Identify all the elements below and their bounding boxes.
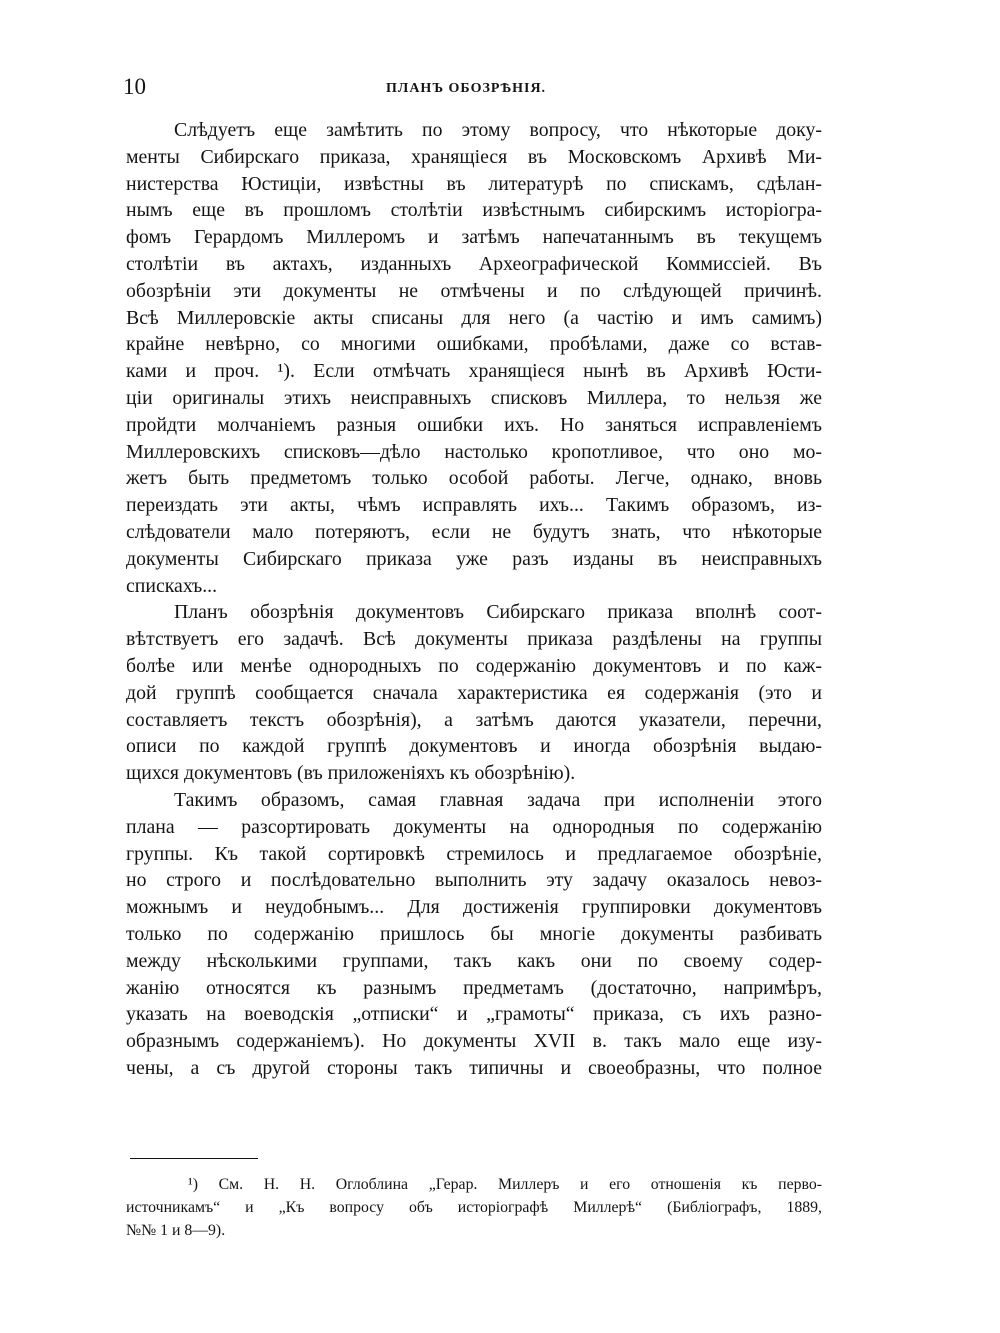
text-line: плана — разсортировать документы на однородныя по содержанію <box>126 815 822 838</box>
text-line: фомъ Герардомъ Миллеромъ и затѣмъ напечатаннымъ въ текущемъ <box>126 226 822 249</box>
text-line: составляетъ текстъ обозрѣнія), а затѣмъ даются указатели, перечни, <box>126 708 822 731</box>
text-line: менты Сибирскаго приказа, хранящіеся въ Московскомъ Архивѣ Ми- <box>126 145 822 168</box>
text-line: Всѣ Миллеровскіе акты списаны для него (а частію и имъ самимъ) <box>126 306 822 329</box>
text-line: Планъ обозрѣнія документовъ Сибирскаго приказа вполнѣ соот- <box>174 601 822 624</box>
text-line: ціи оригиналы этихъ неисправныхъ списковъ Миллера, то нельзя же <box>126 386 822 409</box>
text-line: между нѣсколькими группами, такъ какъ они по своему содер- <box>126 949 822 972</box>
text-line: ками и проч. ¹). Если отмѣчать хранящіеся нынѣ въ Архивѣ Юсти- <box>126 360 822 383</box>
text-line: дой группѣ сообщается сначала характеристика ея содержанія (это и <box>126 681 822 704</box>
text-line: описи по каждой группѣ документовъ и иногда обозрѣнія выдаю- <box>126 735 822 758</box>
footnote-divider <box>130 1158 258 1159</box>
text-line: спискахъ... <box>126 574 218 597</box>
text-line: можнымъ и неудобнымъ... Для достиженія группировки документовъ <box>126 896 822 919</box>
text-line: переиздать эти акты, чѣмъ исправлять ихъ... Такимъ образомъ, из- <box>126 494 822 517</box>
text-line: слѣдователи мало потеряютъ, если не будутъ знать, что нѣкоторые <box>126 520 822 543</box>
text-line: указать на воеводскія „отписки“ и „грамоты“ приказа, съ ихъ разно- <box>126 1003 822 1026</box>
body-text <box>126 117 822 1082</box>
text-line: столѣтіи въ актахъ, изданныхъ Археографической Коммиссіей. Въ <box>126 252 822 275</box>
text-line: нистерства Юстиціи, извѣстны въ литературѣ по спискамъ, сдѣлан- <box>126 172 822 195</box>
text-line: Слѣдуетъ еще замѣтить по этому вопросу, что нѣкоторые доку- <box>174 119 822 141</box>
text-line: жетъ быть предметомъ только особой работы. Легче, однако, вновь <box>126 467 822 490</box>
footnote-line: №№ 1 и 8—9). <box>126 1222 226 1239</box>
text-line: Такимъ образомъ, самая главная задача при исполненіи этого <box>174 788 822 811</box>
text-line: крайне невѣрно, со многими ошибками, пробѣлами, даже со встав- <box>126 333 822 356</box>
footnotes <box>126 1173 822 1242</box>
text-line: вѣтствуетъ его задачѣ. Всѣ документы приказа раздѣлены на группы <box>126 628 822 651</box>
text-line: но строго и послѣдовательно выполнить эту задачу оказалось невоз- <box>126 869 822 892</box>
text-line: жанію относятся къ разнымъ предметамъ (достаточно, напримѣръ, <box>126 976 822 999</box>
text-line: пройдти молчаніемъ разныя ошибки ихъ. Но заняться исправленіемъ <box>126 413 822 436</box>
text-line: обозрѣніи эти документы не отмѣчены и по слѣдующей причинѣ. <box>126 279 822 302</box>
text-line: только по содержанію пришлось бы многіе документы разбивать <box>126 922 822 945</box>
footnote-line: ¹) См. Н. Н. Оглоблина „Герар. Миллеръ и его отношенія къ перво- <box>188 1176 822 1193</box>
running-title: ПЛАНЪ ОБОЗРѢНІЯ. <box>386 81 547 96</box>
text-line: болѣе или менѣе однородныхъ по содержанію документовъ и по каж- <box>126 654 822 677</box>
page-number: 10 <box>123 74 146 99</box>
text-line: нымъ еще въ прошломъ столѣтіи извѣстнымъ сибирскимъ исторіогра- <box>126 199 822 222</box>
text-line: группы. Къ такой сортировкѣ стремилось и предлагаемое обозрѣніе, <box>126 842 822 865</box>
text-line: образнымъ содержаніемъ). Но документы XVII в. такъ мало еще изу- <box>126 1030 822 1053</box>
page-header <box>123 74 823 108</box>
text-line: чены, а съ другой стороны такъ типичны и своеобразны, что полное <box>126 1056 822 1079</box>
text-line: Миллеровскихъ списковъ—дѣло настолько кропотливое, что оно мо- <box>126 440 822 463</box>
footnote-line: источникамъ“ и „Къ вопросу объ исторіографѣ Миллерѣ“ (Библіографъ, 1889, <box>126 1199 822 1216</box>
text-line: щихся документовъ (въ приложеніяхъ къ обозрѣнію). <box>126 762 576 785</box>
text-line: документы Сибирскаго приказа уже разъ изданы въ неисправныхъ <box>126 547 822 570</box>
